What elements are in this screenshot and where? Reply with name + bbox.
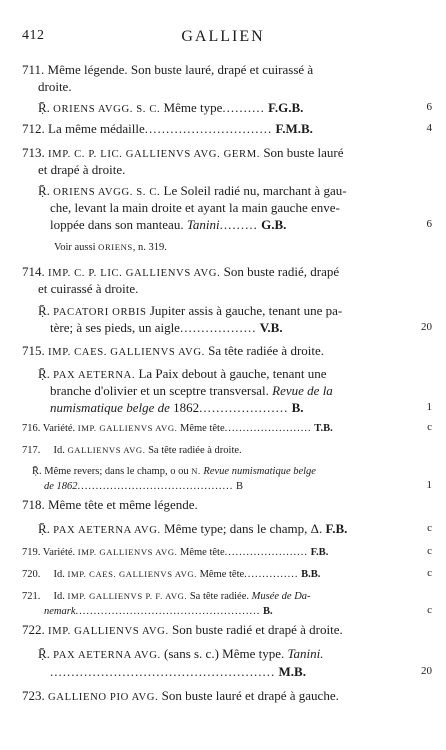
entry-text: Même tête [180, 423, 225, 434]
source-reference: Musée de Da- [251, 591, 311, 602]
reverse-continuation [50, 383, 424, 398]
rarity-code: B.B. [301, 569, 321, 580]
rarity-code: V.B. [259, 320, 283, 335]
price-value: c [427, 604, 432, 616]
coin-legend: ORIENS [98, 242, 133, 252]
entry-text: Sa tête radiée à droite. [148, 445, 242, 456]
entry-text: Sa tête radiée à droite. [208, 343, 325, 358]
rarity-code: F.M.B. [275, 121, 313, 136]
rarity-code: F.B. [310, 547, 329, 558]
source-reference: nemark [44, 606, 76, 617]
entry-723 [22, 688, 396, 705]
page-number: 412 [22, 28, 45, 43]
reverse-line [38, 303, 412, 320]
coin-legend: PAX AETERNA AVG. [53, 525, 161, 536]
price-value: c [427, 522, 432, 534]
entry-713-line2 [38, 162, 412, 177]
rarity-code: G.B. [261, 217, 287, 232]
reverse-line [38, 183, 412, 200]
entry-text: Son buste radié, drapé [223, 264, 340, 279]
entry-text: 718. Même tête et même légende. [22, 497, 198, 512]
reverse-mark: Ṝ. [38, 100, 50, 115]
coin-legend: IMP. GALLIENVS AVG. [77, 423, 178, 433]
entry-text: 721. Id. [22, 591, 65, 602]
coin-legend: IMP. GALLIENVS AVG. [77, 547, 178, 557]
reverse-line [38, 646, 412, 663]
entry-715 [22, 343, 396, 360]
coin-legend: PAX AETERNA AVG. [53, 650, 161, 661]
entry-714-line2 [38, 281, 412, 296]
coin-legend: PAX AETERNA. [53, 370, 136, 381]
price-value: 6 [426, 101, 432, 113]
source-reference: Revue numismatique belge [203, 466, 316, 477]
coin-legend: N. [191, 466, 201, 476]
reverse-mark: Ṝ. [38, 183, 50, 198]
reverse-mark: Ṝ. [32, 466, 42, 477]
rarity-code: F.G.B. [268, 100, 304, 115]
entry-text: 717. Id. [22, 445, 65, 456]
price-value: c [427, 545, 432, 557]
reverse-mark: Ṝ. [38, 303, 50, 318]
entry-721-line2: nemark................................................... B. [44, 606, 273, 617]
price-value: 1 [426, 479, 432, 491]
entry-text: 711. Même légende. Son buste lauré, drapé et cuirassé à [22, 62, 314, 77]
rarity-code: T.B. [314, 423, 333, 434]
entry-text: Même revers; dans le champ, o ou [44, 466, 189, 477]
rarity-code: F.B. [325, 521, 348, 536]
price-value: 1 [426, 401, 432, 413]
coin-legend: IMP. GALLIENVS P. F. AVG. [67, 591, 188, 601]
entry-text: che, levant la main droite et ayant la main gauche enve- [50, 200, 340, 215]
entry-714-line1 [22, 264, 396, 281]
reverse-line [38, 521, 412, 538]
source-reference: Revue de la [272, 383, 333, 398]
entry-text: La Paix debout à gauche, tenant une [138, 366, 327, 381]
rarity-code: B. [291, 400, 304, 415]
reverse-mark: Ṝ. [38, 521, 50, 536]
entry-719: 719. Variété. IMP. GALLIENVS AVG. Même tête....................... F.B. [22, 547, 329, 558]
coin-legend: GALLIENO PIO AVG. [48, 692, 159, 703]
entry-text: Même tête [199, 569, 245, 580]
entry-text: 719. Variété. [22, 547, 76, 558]
entry-716: 716. Variété. IMP. GALLIENVS AVG. Même tête........................ T.B. [22, 423, 333, 434]
coin-legend: IMP. CAES. GALLIENVS AVG. [67, 569, 197, 579]
coin-legend: GALLIENVS AVG. [67, 445, 146, 455]
price-value: c [427, 567, 432, 579]
entry-720: 720. Id. IMP. CAES. GALLIENVS AVG. Même tête............... B.B. [22, 569, 321, 580]
page-header [22, 28, 424, 48]
entry-text: (sans s. c.) Même type. [164, 646, 285, 661]
entry-711-line1 [22, 62, 396, 77]
entry-text: loppée dans son manteau. [50, 217, 184, 232]
price-value: c [427, 421, 432, 433]
entry-text: droite. [38, 79, 72, 94]
entry-text: Voir aussi [54, 242, 96, 253]
price-value: 4 [426, 122, 432, 134]
rarity-code: M.B. [278, 664, 306, 679]
cross-reference [54, 240, 428, 255]
entry-718 [22, 497, 396, 512]
entry-722 [22, 622, 396, 639]
entry-text: tère; à ses pieds, un aigle [50, 320, 180, 335]
entry-text: Le Soleil radié nu, marchant à gau- [163, 183, 347, 198]
entry-717 [22, 443, 396, 458]
entry-text: branche d'olivier et un sceptre transversal. [50, 383, 269, 398]
entry-713-line1 [22, 145, 396, 162]
price-value: 6 [426, 218, 432, 230]
coin-legend: IMP. CAES. GALLIENVS AVG. [48, 347, 205, 358]
entry-text: Même tête [180, 547, 225, 558]
entry-text: Jupiter assis à gauche, tenant une pa- [149, 303, 343, 318]
entry-text: Son buste radié et drapé à droite. [172, 622, 343, 637]
entry-text: Sa tête radiée. [189, 591, 249, 602]
coin-legend: ORIENS AVGG. S. C. [53, 187, 161, 198]
entry-number: 723. [22, 688, 45, 703]
reverse-mark: Ṝ. [38, 366, 50, 381]
rarity-code: B. [263, 606, 273, 617]
reverse-continuation: loppée dans son manteau. Tanini......... G.B. [50, 217, 287, 232]
reverse-continuation: ..................................................... M.B. [50, 664, 306, 679]
entry-number: 715. [22, 343, 45, 358]
coin-legend: IMP. C. P. LIC. GALLIENVS AVG. [48, 268, 221, 279]
reverse-line [38, 366, 412, 383]
price-value: 20 [421, 321, 432, 333]
entry-text: Son buste lauré et drapé à gauche. [161, 688, 339, 703]
entry-text: , n. 319. [132, 242, 167, 253]
reverse-line [32, 464, 406, 479]
entry-text: 716. Variété. [22, 423, 76, 434]
entry-number: 713. [22, 145, 45, 160]
reverse-continuation: de 1862........................................... B [44, 481, 244, 492]
source-reference: Tanini [186, 217, 220, 232]
entry-text: Même type; dans le champ, Δ. [164, 521, 323, 536]
reverse-continuation: tère; à ses pieds, un aigle.................. V.B. [50, 320, 283, 335]
coin-legend: PACATORI ORBIS [53, 307, 147, 318]
entry-text: 1862 [173, 400, 200, 415]
source-reference: numismatique belge de [50, 400, 170, 415]
reverse-continuation [50, 200, 424, 215]
coin-legend: ORIENS AVGG. S. C. [53, 104, 161, 115]
reverse-continuation: numismatique belge de 1862..................... B. [50, 400, 304, 415]
entry-number: 722. [22, 622, 45, 637]
reverse-line: Ṝ. ORIENS AVGG. S. C. Même type.......... F.G.B. [38, 100, 304, 115]
reverse-mark: Ṝ. [38, 646, 50, 661]
price-value: 20 [421, 665, 432, 677]
source-reference: de 1862 [44, 481, 78, 492]
coin-legend: IMP. C. P. LIC. GALLIENVS AVG. GERM. [48, 149, 261, 160]
entry-text: 720. Id. [22, 569, 65, 580]
coin-legend: IMP. GALLIENVS AVG. [48, 626, 169, 637]
entry-712: 712. La même médaille.............................. F.M.B. [22, 121, 313, 136]
entry-text: et cuirassé à droite. [38, 281, 139, 296]
entry-text: et drapé à droite. [38, 162, 126, 177]
entry-721-line1 [22, 589, 396, 604]
entry-text: 712. La même médaille [22, 121, 145, 136]
source-reference: Tanini. [287, 646, 324, 661]
entry-text: Son buste lauré [263, 145, 344, 160]
entry-number: 714. [22, 264, 45, 279]
page-title: GALLIEN [181, 28, 265, 45]
entry-711-line2 [38, 79, 412, 94]
entry-text: Même type [163, 100, 223, 115]
rarity-code: B [236, 481, 244, 492]
